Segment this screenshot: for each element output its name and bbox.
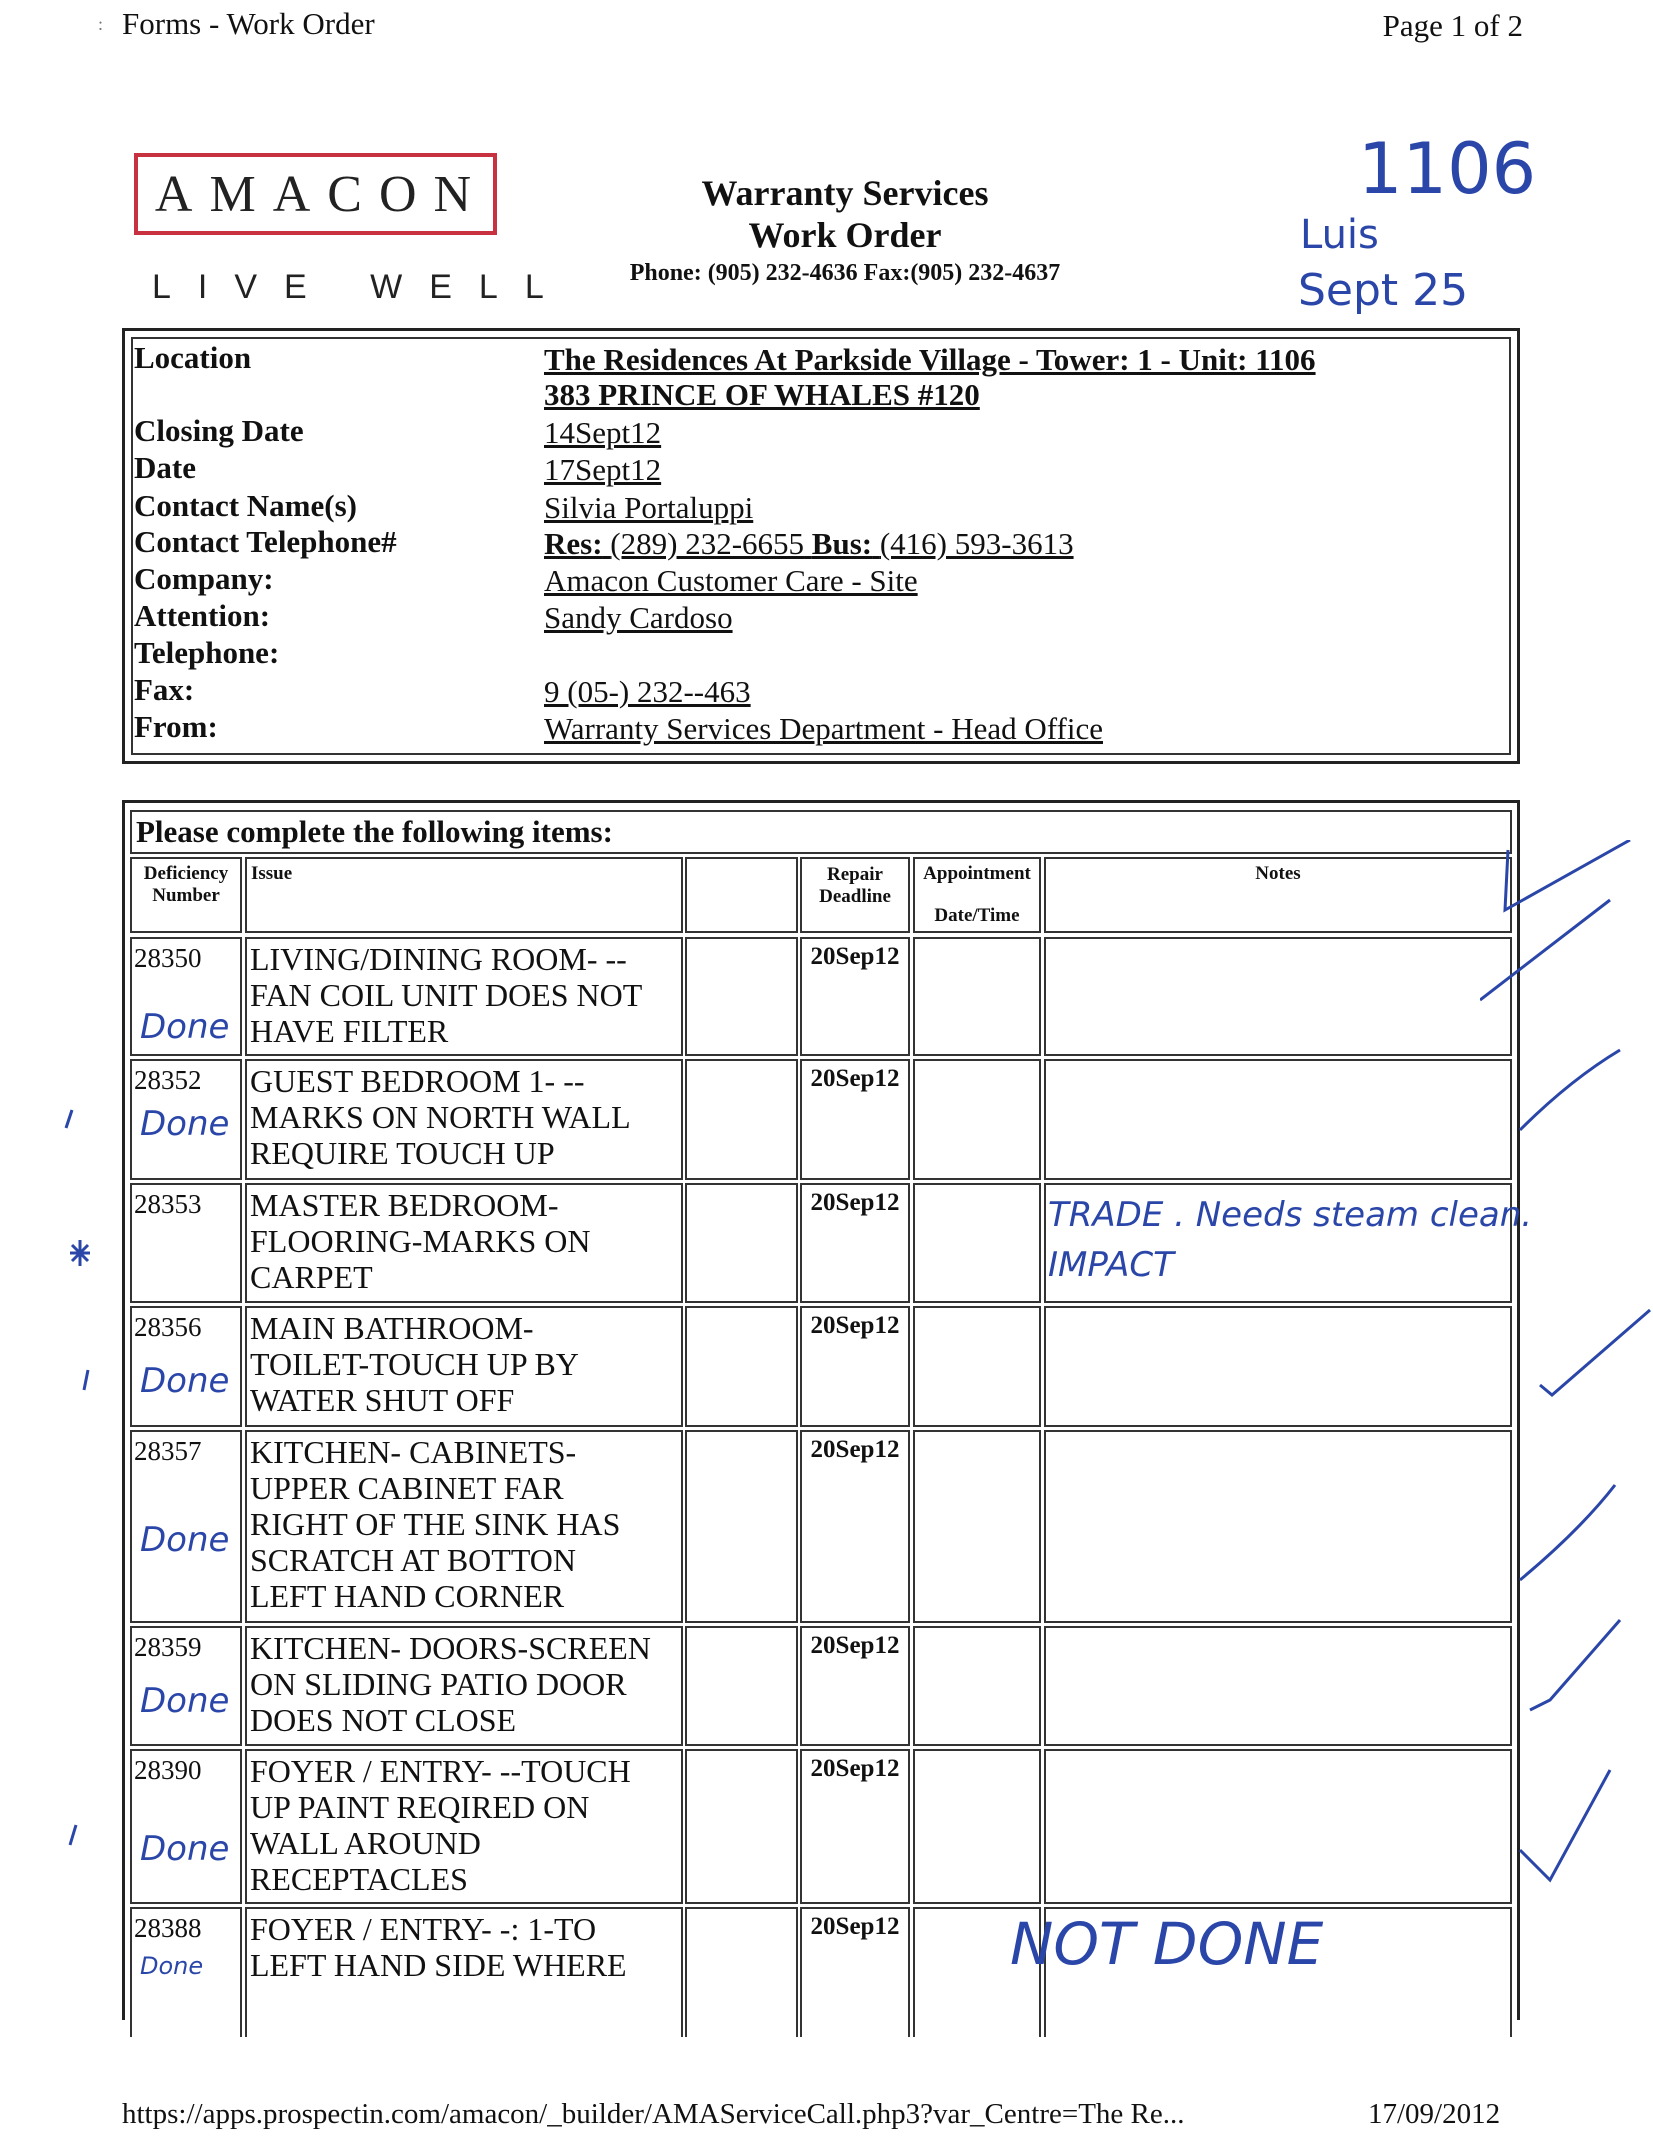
row-repair-deadline: 20Sep12	[800, 1749, 910, 1904]
row-appointment	[913, 1749, 1041, 1904]
header-repair-deadline: Repair Deadline	[800, 857, 910, 933]
row-notes	[1044, 1059, 1512, 1180]
contact-telephone-value	[544, 526, 1074, 562]
date-value: 17Sept12	[544, 452, 662, 487]
row-repair-deadline: 20Sep12	[800, 1059, 910, 1180]
row-done-mark: Done	[140, 1829, 230, 1869]
logo-name: AMACON	[154, 165, 489, 223]
location-value: The Residences At Parkside Village - Tower: 1 - Unit: 1106	[544, 342, 1316, 377]
row-appointment	[913, 1430, 1041, 1623]
closing-date-value: 14Sept12	[544, 415, 662, 450]
row-blank	[685, 1059, 798, 1180]
row-repair-deadline: 20Sep12	[800, 1626, 910, 1746]
row-notes	[1044, 1430, 1512, 1623]
row-appointment	[913, 1059, 1041, 1180]
header-deficiency-number: Deficiency Number	[130, 857, 242, 933]
row-issue: MAIN BATHROOM- TOILET-TOUCH UP BY WATER SHUT OFF	[245, 1306, 683, 1427]
closing-date-label: Closing Date	[134, 413, 304, 448]
row-issue: KITCHEN- CABINETS- UPPER CABINET FAR RIGHT OF THE SINK HAS SCRATCH AT BOTTON LEFT HAND CORNER	[245, 1430, 683, 1623]
row-notes	[1044, 1626, 1512, 1746]
row-blank	[685, 1626, 798, 1746]
row-repair-deadline: 20Sep12	[800, 937, 910, 1056]
handwritten-unit: 1106	[1358, 128, 1537, 210]
row-deficiency-number: 28390	[130, 1749, 242, 1904]
row-blank	[685, 1306, 798, 1427]
page-number: Page 1 of 2	[1382, 8, 1523, 43]
contact-name-value: Silvia Portaluppi	[544, 490, 754, 525]
telephone-label: Telephone:	[134, 635, 280, 670]
row-issue: FOYER / ENTRY- -: 1-TO LEFT HAND SIDE WHERE	[245, 1907, 683, 2037]
header-appointment	[913, 857, 1041, 933]
check-marks-icon	[1480, 840, 1653, 1890]
row-deficiency-number: 28356	[130, 1306, 242, 1427]
row-done-mark: Done	[140, 1104, 230, 1144]
row-issue: GUEST BEDROOM 1- -- MARKS ON NORTH WALL REQUIRE TOUCH UP	[245, 1059, 683, 1180]
company-value: Amacon Customer Care - Site	[544, 563, 918, 598]
margin-mark: :	[98, 14, 104, 34]
fax-value: 9 (05-) 232--463	[544, 674, 751, 709]
row-repair-deadline: 20Sep12	[800, 1907, 910, 2037]
row-issue: MASTER BEDROOM- FLOORING-MARKS ON CARPET	[245, 1183, 683, 1303]
contact-telephone-label: Contact Telephone#	[134, 524, 397, 559]
from-label: From:	[134, 709, 218, 744]
date-label: Date	[134, 450, 196, 485]
footer-url: https://apps.prospectin.com/amacon/_builder/AMAServiceCall.php3?var_Centre=The Re...	[122, 2098, 1185, 2130]
heading-phone-fax: Phone: (905) 232-4636 Fax:(905) 232-4637	[629, 260, 1061, 286]
header-datetime-label: Date/Time	[934, 905, 1020, 926]
row-notes	[1044, 1306, 1512, 1427]
row-3-note-line-1: TRADE . Needs steam clean. IMPACT	[1048, 1195, 1533, 1285]
row-blank	[685, 1430, 798, 1623]
row-blank	[685, 1907, 798, 2037]
res-label: Res:	[544, 526, 603, 561]
attention-label: Attention:	[134, 598, 271, 633]
row-appointment	[913, 1626, 1041, 1746]
row-blank	[685, 937, 798, 1056]
document-heading	[520, 172, 1170, 287]
amacon-logo	[134, 153, 497, 235]
row-done-mark: Done	[140, 1520, 230, 1560]
header-blank	[685, 857, 798, 933]
logo-tagline: LIVE WELL	[152, 268, 571, 306]
row-notes	[1044, 937, 1512, 1056]
row-deficiency-number: 28388	[130, 1907, 242, 2037]
row-appointment	[913, 1183, 1041, 1303]
row-issue: FOYER / ENTRY- --TOUCH UP PAINT REQIRED ON WALL AROUND RECEPTACLES	[245, 1749, 683, 1904]
page-header-title: Forms - Work Order	[122, 6, 375, 41]
heading-line-1: Warranty Services	[701, 173, 989, 213]
address-value: 383 PRINCE OF WHALES #120	[544, 377, 980, 412]
row-blank	[685, 1749, 798, 1904]
footer-date: 17/09/2012	[1368, 2098, 1501, 2130]
row-repair-deadline: 20Sep12	[800, 1183, 910, 1303]
row-appointment	[913, 937, 1041, 1056]
row-deficiency-number: 28350	[130, 937, 242, 1056]
bus-number: (416) 593-3613	[879, 526, 1074, 561]
row-deficiency-number: 28352	[130, 1059, 242, 1180]
row-notes	[1044, 1749, 1512, 1904]
res-number: (289) 232-6655	[610, 526, 805, 561]
row-repair-deadline: 20Sep12	[800, 1430, 910, 1623]
row-repair-deadline: 20Sep12	[800, 1306, 910, 1427]
row-done-mark: Done	[140, 1681, 230, 1721]
fax-label: Fax:	[134, 672, 195, 707]
row-deficiency-number: 28357	[130, 1430, 242, 1623]
handwritten-name: Luis	[1300, 212, 1379, 258]
attention-value: Sandy Cardoso	[544, 600, 733, 635]
header-appointment-label: Appointment	[923, 863, 1031, 884]
row-done-mark: Done	[140, 1952, 204, 1980]
row-issue: LIVING/DINING ROOM- -- FAN COIL UNIT DOES NOT HAVE FILTER	[245, 937, 683, 1056]
row-done-mark: Done	[140, 1007, 230, 1047]
row-appointment	[913, 1306, 1041, 1427]
heading-line-2: Work Order	[748, 215, 942, 255]
handwritten-date: Sept 25	[1298, 265, 1469, 316]
row-blank	[685, 1183, 798, 1303]
note-not-done: NOT DONE	[1010, 1910, 1324, 1978]
note-trade-line	[1048, 1190, 1532, 1290]
contact-name-label: Contact Name(s)	[134, 488, 357, 523]
from-value: Warranty Services Department - Head Office	[544, 711, 1103, 746]
company-label: Company:	[134, 561, 274, 596]
header-notes: Notes	[1044, 857, 1512, 933]
row-done-mark: Done	[140, 1361, 230, 1401]
location-label: Location	[134, 340, 252, 375]
header-issue: Issue	[245, 857, 683, 933]
row-issue: KITCHEN- DOORS-SCREEN ON SLIDING PATIO DOOR DOES NOT CLOSE	[245, 1626, 683, 1746]
items-title: Please complete the following items:	[130, 810, 1512, 854]
margin-ticks-icon	[60, 1100, 100, 1860]
row-deficiency-number: 28359	[130, 1626, 242, 1746]
bus-label: Bus:	[811, 526, 873, 561]
row-deficiency-number: 28353	[130, 1183, 242, 1303]
